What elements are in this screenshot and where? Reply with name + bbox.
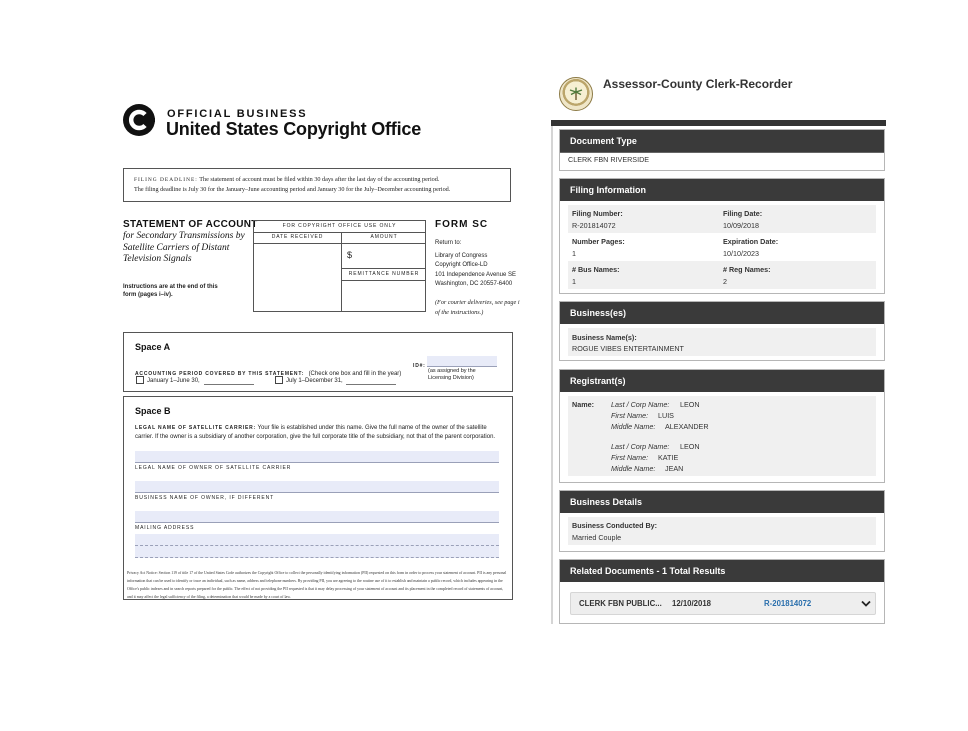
date-received-label: DATE RECEIVED — [254, 232, 341, 244]
period-label: ACCOUNTING PERIOD COVERED BY THIS STATEMENT: — [135, 371, 305, 377]
copyright-logo-icon — [123, 104, 155, 136]
business-name-input[interactable] — [135, 511, 499, 523]
id-label: ID#: — [413, 363, 426, 369]
filing-information-card — [559, 178, 885, 294]
office-use-header: FOR COPYRIGHT OFFICE USE ONLY — [254, 221, 425, 233]
middle-name-label: Middle Name: — [611, 422, 656, 431]
statement-title: STATEMENT OF ACCOUNT — [123, 219, 258, 230]
number-pages-value: 1 — [572, 249, 576, 258]
business-names-label: Business Name(s): — [572, 333, 637, 342]
registrant-1-last: LEON — [680, 400, 700, 409]
businesses-card — [559, 301, 885, 361]
address-input-1[interactable] — [135, 534, 499, 546]
legal-name-label: LEGAL NAME OF SATELLITE CARRIER: — [135, 425, 256, 431]
registrant-name-label: Name: — [572, 400, 594, 409]
filing-deadline-box — [123, 168, 511, 202]
return-to-label: Return to: — [435, 240, 462, 246]
related-doc-name: CLERK FBN PUBLIC... — [579, 599, 662, 608]
space-a-section — [123, 332, 513, 392]
expiration-date-label: Expiration Date: — [723, 237, 779, 246]
form-sc-label: FORM SC — [435, 219, 489, 230]
reg-names-value: 2 — [723, 277, 727, 286]
bus-names-label: # Bus Names: — [572, 265, 620, 274]
business-details-card — [559, 490, 885, 552]
instructions-note: Instructions are at the end of this form (pages i–iv). — [123, 284, 218, 298]
address-line: Copyright Office-LD — [435, 262, 488, 268]
filing-number-value: R-201814072 — [572, 221, 616, 230]
mailing-address-label: MAILING ADDRESS — [135, 525, 195, 531]
registrant-2-last: LEON — [680, 442, 700, 451]
id-number-input[interactable] — [427, 356, 497, 367]
copyright-office-title: United States Copyright Office — [166, 119, 422, 139]
owner-name-input[interactable] — [135, 481, 499, 493]
business-name-label: BUSINESS NAME OF OWNER, IF DIFFERENT — [135, 495, 275, 501]
option-january-june: January 1–June 30, — [147, 378, 200, 384]
filing-number-label: Filing Number: — [572, 209, 623, 218]
document-type-card — [559, 129, 885, 171]
header-bar — [551, 120, 886, 126]
registrant-2-middle: JEAN — [665, 464, 684, 473]
business-conducted-label: Business Conducted By: — [572, 521, 658, 530]
owner-name-label: LEGAL NAME OF OWNER OF SATELLITE CARRIER — [135, 465, 292, 471]
document-type-value: CLERK FBN RIVERSIDE — [568, 155, 650, 164]
palm-tree-icon — [569, 87, 583, 101]
bus-names-value: 1 — [572, 277, 576, 286]
registrant-2-first: KATIE — [658, 453, 679, 462]
clerk-recorder-title: Assessor-County Clerk-Recorder — [603, 77, 793, 91]
registrants-card — [559, 369, 885, 483]
filing-information-header: Filing Information — [560, 179, 884, 201]
filing-date-value: 10/09/2018 — [723, 221, 759, 230]
businesses-header: Business(es) — [560, 302, 884, 324]
filing-deadline-text1: The statement of account must be filed within 30 days after the last day of the accounting period. — [199, 176, 440, 183]
county-seal-icon — [559, 77, 593, 111]
filing-deadline-label: FILING DEADLINE: — [134, 177, 198, 183]
period-hint: (Check one box and fill in the year) — [308, 371, 402, 377]
filing-deadline-text2: The filing deadline is July 30 for the January–June accounting period and January 30 for the July–December accounting period. — [134, 186, 451, 193]
number-pages-label: Number Pages: — [572, 237, 625, 246]
january-june-checkbox[interactable] — [136, 376, 144, 384]
middle-name-label: Middle Name: — [611, 464, 656, 473]
remittance-number-label: REMITTANCE NUMBER — [342, 268, 426, 281]
return-address — [435, 239, 525, 290]
chevron-down-icon[interactable] — [861, 600, 871, 608]
filing-date-label: Filing Date: — [723, 209, 763, 218]
expiration-date-value: 10/10/2023 — [723, 249, 759, 258]
office-use-box — [253, 220, 426, 312]
july-december-checkbox[interactable] — [275, 376, 283, 384]
related-doc-date: 12/10/2018 — [672, 599, 712, 608]
official-business-label: OFFICIAL BUSINESS — [167, 108, 308, 120]
carrier-name-input[interactable] — [135, 451, 499, 463]
related-doc-number-link[interactable]: R-201814072 — [764, 599, 812, 608]
space-b-title: Space B — [135, 406, 171, 416]
amount-label: AMOUNT — [342, 232, 426, 244]
reg-names-label: # Reg Names: — [723, 265, 771, 274]
business-details-header: Business Details — [560, 491, 884, 513]
legal-name-instructions — [135, 424, 499, 442]
address-line: 101 Independence Avenue SE — [435, 271, 516, 278]
related-documents-card — [559, 559, 885, 624]
side-rail — [551, 126, 553, 624]
year-field-2[interactable] — [346, 384, 396, 385]
last-name-label: Last / Corp Name: — [611, 400, 670, 409]
registrant-1-first: LUIS — [658, 411, 674, 420]
address-input-2[interactable] — [135, 546, 499, 558]
last-name-label: Last / Corp Name: — [611, 442, 670, 451]
dollar-sign: $ — [347, 250, 353, 260]
registrant-1-middle: ALEXANDER — [665, 422, 709, 431]
space-b-section — [123, 396, 513, 600]
id-note: (as assigned by the Licensing Division) — [428, 368, 476, 381]
card-divider — [560, 152, 884, 153]
space-a-title: Space A — [135, 342, 171, 352]
year-field-1[interactable] — [204, 384, 254, 385]
statement-subtitle: for Secondary Transmissions by Satellite Carriers of Distant Television Signals — [123, 231, 245, 264]
business-name-value: ROGUE VIBES ENTERTAINMENT — [572, 344, 684, 353]
first-name-label: First Name: — [611, 453, 649, 462]
option-july-december: July 1–December 31, — [286, 378, 343, 384]
first-name-label: First Name: — [611, 411, 649, 420]
document-type-header: Document Type — [560, 130, 884, 152]
related-documents-header: Related Documents - 1 Total Results — [560, 560, 884, 582]
legal-name-text: Your file is established under this name. Give the full name of the owner of the satellite carrier. If the owner is a subsidiary of another corporation, give the full corporate title of the subsidiary, not that of the parent corporation. — [135, 425, 496, 440]
address-line: Library of Congress — [435, 252, 488, 259]
address-line: Washington, DC 20557-6400 — [435, 281, 513, 287]
business-conducted-value: Married Couple — [572, 533, 622, 542]
privacy-act-notice: Privacy Act Notice: Section 119 of title 17 of the United States Code authorizes the Copyright Office to collect the personally identifying information (PII) requested on this form in order to process your statement of account. PII is any personal information that can be used to identify or trace an individual, such as name, address and telephone numbers. By providing PII, you are agreeing to the routine use of it to establish and maintain a public record, which includes appearing in the Office's public indexes and in search reports prepared for the public. The effect of not providing the PII requested is that it may delay processing of your statement of account and its placement in the completed record of statements of account, and it may affect the legal sufficiency of the filing, a determination that would be made by a court of law. — [127, 571, 507, 599]
related-document-row[interactable] — [570, 592, 876, 615]
registrants-header: Registrant(s) — [560, 370, 884, 392]
courier-note: (For courier deliveries, see page i of the instructions.) — [435, 299, 520, 316]
